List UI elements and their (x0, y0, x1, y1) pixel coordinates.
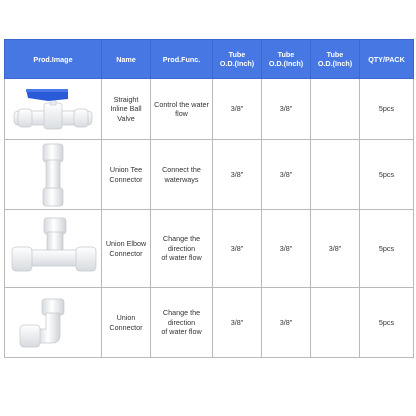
qty-pack: 5pcs (360, 79, 414, 140)
header-row (5, 40, 414, 79)
table-row (5, 288, 414, 358)
header-prod-image: Prod.Image (5, 40, 102, 79)
union-connector-image (8, 291, 98, 355)
tube-od-3 (311, 140, 360, 210)
product-function: Control the water flow (151, 79, 213, 140)
product-image-cell (5, 210, 102, 288)
product-image-cell (5, 140, 102, 210)
header-tube-od-1: Tube O.D.(Inch) (213, 40, 262, 79)
tube-od-1: 3/8" (213, 140, 262, 210)
qty-pack: 5pcs (360, 140, 414, 210)
tube-od-2: 3/8" (262, 210, 311, 288)
table-row (5, 140, 414, 210)
product-image-cell (5, 79, 102, 140)
product-function: Connect the waterways (151, 140, 213, 210)
tube-od-2: 3/8" (262, 79, 311, 140)
product-name: Union Elbow Connector (102, 210, 151, 288)
tube-od-1: 3/8" (213, 79, 262, 140)
header-tube-od-2: Tube O.D.(Inch) (262, 40, 311, 79)
union-elbow-image (8, 214, 100, 284)
tube-od-1: 3/8" (213, 288, 262, 358)
tube-od-3 (311, 288, 360, 358)
product-image-cell (5, 288, 102, 358)
tube-od-2: 3/8" (262, 288, 311, 358)
header-prod-func: Prod.Func. (151, 40, 213, 79)
tube-od-3 (311, 79, 360, 140)
tube-od-3: 3/8" (311, 210, 360, 288)
tube-od-1: 3/8" (213, 210, 262, 288)
product-function: Change the direction of water flow (151, 210, 213, 288)
header-qty-pack: QTY/PACK (360, 40, 414, 79)
tube-od-2: 3/8" (262, 140, 311, 210)
header-tube-od-3: Tube O.D.(Inch) (311, 40, 360, 79)
qty-pack: 5pcs (360, 288, 414, 358)
qty-pack: 5pcs (360, 210, 414, 288)
spec-table (4, 39, 414, 358)
table-row (5, 79, 414, 140)
header-name: Name (102, 40, 151, 79)
product-name: Union Connector (102, 288, 151, 358)
product-name: Union Tee Connector (102, 140, 151, 210)
table-row (5, 210, 414, 288)
product-function: Change the direction of water flow (151, 288, 213, 358)
union-tee-image (8, 142, 98, 208)
product-name: Straight Inline Ball Valve (102, 79, 151, 140)
ball-valve-image (8, 81, 98, 137)
